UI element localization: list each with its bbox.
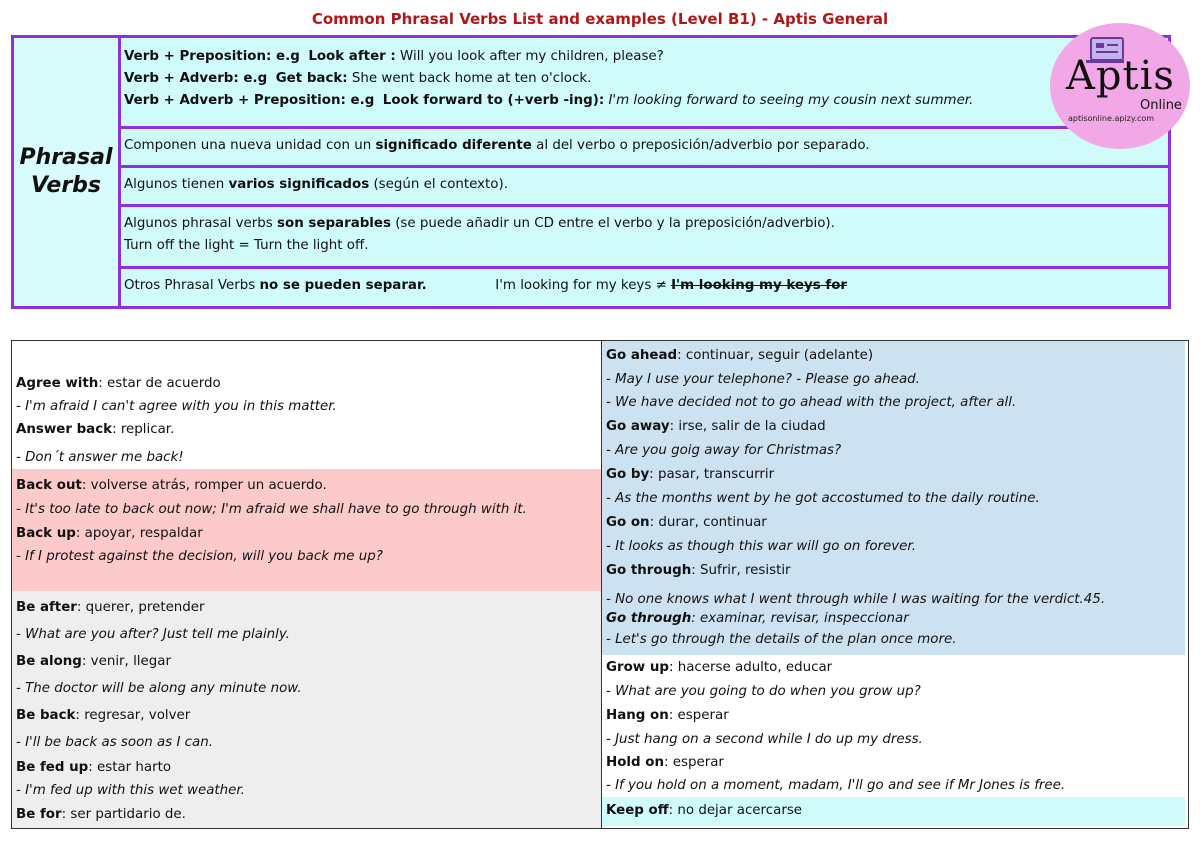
type-term: Look forward to (+verb -ing): bbox=[382, 93, 605, 108]
verb-definition: : ser partidario de. bbox=[61, 807, 186, 822]
types-row bbox=[121, 38, 1168, 129]
verb-entry bbox=[12, 373, 337, 469]
type-pattern: Verb + Preposition: e.g bbox=[124, 49, 300, 64]
verb-term: Answer back bbox=[16, 422, 113, 437]
verb-definition: : Sufrir, resistir bbox=[691, 563, 791, 578]
verb-example: - What are you going to do when you grow up? bbox=[606, 684, 921, 699]
type-example: Will you look after my children, please? bbox=[400, 49, 664, 64]
verb-definition: : volverse atrás, romper un acuerdo. bbox=[81, 478, 327, 493]
phrasal-verbs-table bbox=[11, 340, 1189, 829]
note-text: (se puede añadir un CD entre el verbo y la preposición/adverbio). bbox=[390, 216, 835, 231]
logo-text: Aptis bbox=[1066, 53, 1175, 99]
type-line bbox=[124, 68, 1168, 90]
verb-definition: : no dejar acercarse bbox=[668, 803, 803, 818]
verb-term: Back up bbox=[16, 526, 76, 541]
verb-example: - Let's go through the details of the plan once more. bbox=[606, 632, 957, 647]
type-pattern: Verb + Adverb: e.g bbox=[124, 71, 268, 86]
note-text: Algunos phrasal verbs bbox=[124, 216, 278, 231]
verb-definition: : continuar, seguir (adelante) bbox=[677, 348, 874, 363]
verb-entry bbox=[602, 656, 1065, 798]
verb-term: Keep off bbox=[606, 803, 669, 818]
verb-definition: : replicar. bbox=[112, 422, 175, 437]
type-term: Look after : bbox=[308, 49, 396, 64]
right-column bbox=[602, 341, 1188, 828]
verb-term: Hold on bbox=[606, 755, 664, 770]
verb-term: Be after bbox=[16, 600, 77, 615]
verb-example: - Just hang on a second while I do up my dress. bbox=[606, 732, 923, 747]
verb-example: - What are you after? Just tell me plainly. bbox=[16, 627, 291, 642]
verb-example: - I'm fed up with this wet weather. bbox=[16, 783, 245, 798]
type-term: Get back: bbox=[275, 71, 348, 86]
verb-definition: : durar, continuar bbox=[649, 515, 767, 530]
verb-definition: : apoyar, respaldar bbox=[75, 526, 203, 541]
verb-example: - As the months went by he got accostumed to the daily routine. bbox=[606, 491, 1040, 506]
verb-example: - If I protest against the decision, will you back me up? bbox=[16, 549, 383, 564]
verb-example: - The doctor will be along any minute now. bbox=[16, 681, 302, 696]
phrasal-verbs-label-text: Phrasal Verbs bbox=[19, 145, 113, 198]
verb-example: - We have decided not to go ahead with the project, after all. bbox=[606, 395, 1017, 410]
note-bold: son separables bbox=[277, 216, 391, 231]
verb-term: Agree with bbox=[16, 376, 99, 391]
verb-example: - I'll be back as soon as I can. bbox=[16, 735, 213, 750]
verb-term: Be back bbox=[16, 708, 76, 723]
verb-definition: : estar de acuerdo bbox=[98, 376, 221, 391]
verb-example: - It's too late to back out now; I'm afraid we shall have to go through with it. bbox=[16, 502, 527, 517]
verb-term: Go on bbox=[606, 515, 650, 530]
note-text: (según el contexto). bbox=[369, 177, 508, 192]
note-row bbox=[121, 207, 1168, 269]
verb-definition: : estar harto bbox=[88, 760, 172, 775]
verb-term: Go ahead bbox=[606, 348, 678, 363]
verb-entry bbox=[602, 800, 802, 822]
verb-definition: : venir, llegar bbox=[81, 654, 171, 669]
verb-example: - If you hold on a moment, madam, I'll go and see if Mr Jones is free. bbox=[606, 778, 1066, 793]
verb-example: - Don´t answer me back! bbox=[16, 450, 184, 465]
phrasal-verbs-definition-box bbox=[11, 35, 1171, 309]
wrong-example: I'm looking my keys for bbox=[671, 278, 847, 293]
verb-term: Be fed up bbox=[16, 760, 89, 775]
verb-term: Be for bbox=[16, 807, 62, 822]
verb-definition: : esperar bbox=[668, 708, 729, 723]
aptis-online-logo bbox=[1050, 23, 1190, 149]
left-column bbox=[12, 341, 602, 828]
type-line bbox=[124, 46, 1168, 68]
note-text: al del verbo o preposición/adverbio por separado. bbox=[531, 138, 870, 153]
verb-definition: : querer, pretender bbox=[76, 600, 205, 615]
verb-term: Grow up bbox=[606, 660, 669, 675]
verb-example: - No one knows what I went through while I was waiting for the verdict.45. bbox=[606, 592, 1106, 607]
page-title: Common Phrasal Verbs List and examples (Level B1) - Aptis General bbox=[311, 10, 889, 28]
verb-term: Back out bbox=[16, 478, 82, 493]
note-example: I'm looking for my keys ≠ bbox=[495, 278, 672, 293]
verb-example: - I'm afraid I can't agree with you in this matter. bbox=[16, 399, 337, 414]
verb-definition: : hacerse adulto, educar bbox=[668, 660, 833, 675]
note-text: Componen una nueva unidad con un bbox=[124, 138, 376, 153]
verb-term: Go away bbox=[606, 419, 670, 434]
verb-entry bbox=[602, 344, 1105, 651]
verb-definition: : examinar, revisar, inspeccionar bbox=[691, 611, 909, 626]
note-bold: no se pueden separar. bbox=[259, 278, 427, 293]
verb-definition: : regresar, volver bbox=[75, 708, 191, 723]
type-example: I'm looking forward to seeing my cousin next summer. bbox=[608, 93, 974, 108]
type-line bbox=[124, 90, 1168, 112]
note-row bbox=[121, 168, 1168, 207]
note-row bbox=[121, 269, 1168, 306]
note-bold: varios significados bbox=[228, 177, 370, 192]
phrasal-verbs-label bbox=[14, 38, 121, 306]
verb-example: - Are you goig away for Christmas? bbox=[606, 443, 842, 458]
verb-example: - May I use your telephone? - Please go ahead. bbox=[606, 372, 920, 387]
verb-term: Hang on bbox=[606, 708, 669, 723]
type-example: She went back home at ten o'clock. bbox=[351, 71, 592, 86]
verb-term: Go through bbox=[606, 563, 692, 578]
verb-term: Go by bbox=[606, 467, 650, 482]
note-text: Algunos tienen bbox=[124, 177, 229, 192]
verb-entry bbox=[12, 474, 527, 569]
verb-definition: : pasar, transcurrir bbox=[649, 467, 775, 482]
verb-entry bbox=[12, 595, 302, 827]
note-bold: significado diferente bbox=[375, 138, 532, 153]
note-text: Otros Phrasal Verbs bbox=[124, 278, 260, 293]
verb-term: Go through bbox=[606, 611, 692, 626]
verb-term: Be along bbox=[16, 654, 82, 669]
type-pattern: Verb + Adverb + Preposition: e.g bbox=[124, 93, 375, 108]
logo-subtitle: Online bbox=[1140, 98, 1182, 113]
logo-url: aptisonline.apizy.com bbox=[1068, 114, 1155, 123]
verb-example: - It looks as though this war will go on forever. bbox=[606, 539, 916, 554]
note-example: Turn off the light = Turn the light off. bbox=[124, 238, 369, 253]
note-row bbox=[121, 129, 1168, 168]
verb-definition: : irse, salir de la ciudad bbox=[669, 419, 826, 434]
verb-definition: : esperar bbox=[663, 755, 724, 770]
